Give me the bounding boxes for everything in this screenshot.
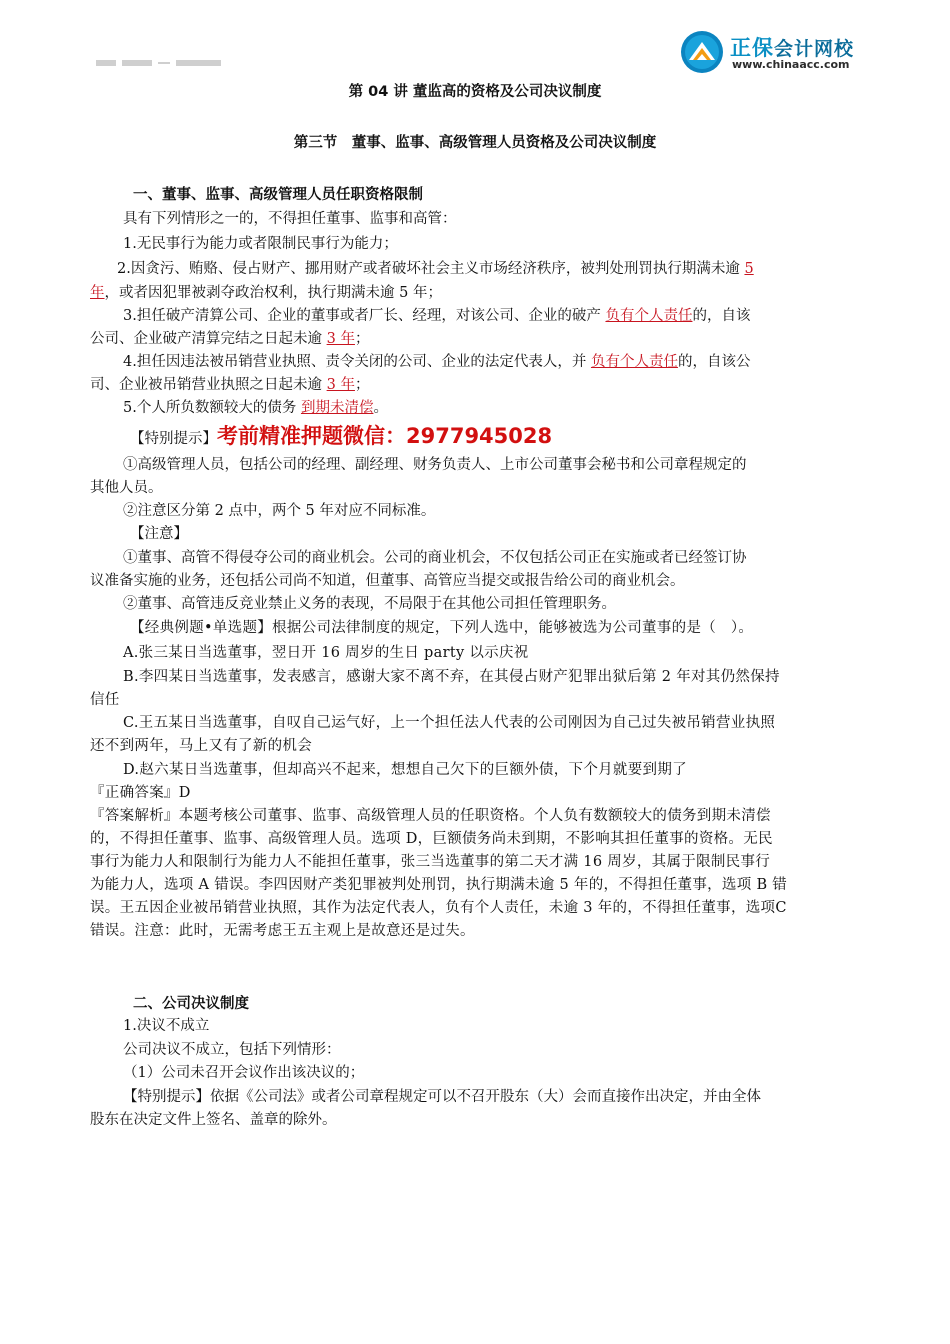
- item-5-highlight: 到期未清偿: [300, 400, 374, 416]
- chinaacc-logo[interactable]: [680, 30, 880, 76]
- item-4-text-d: ；: [354, 377, 370, 393]
- lecture-title: 第 04 讲 董监高的资格及公司决议制度: [348, 84, 602, 100]
- option-a: A.张三某日当选董事，翌日开 16 周岁的生日 party 以示庆祝: [123, 645, 529, 661]
- part2-sub2: 公司决议不成立，包括下列情形：: [123, 1042, 341, 1058]
- faint-header-text: [96, 58, 221, 68]
- explanation-line4: 为能力人，选项 A 错误。李四因财产类犯罪被判处刑罚，执行期满未逾 5 年的，不得担任董事，选项 B 错: [90, 877, 788, 893]
- explanation-line6: 错误。注意：此时，无需考虑王五主观上是故意还是过失。: [90, 923, 475, 939]
- logo-badge-icon: [680, 30, 724, 74]
- option-c-line1: C.王五某日当选董事，自叹自己运气好，上一个担任法人代表的公司刚因为自己过失被吊销营业执照: [123, 715, 776, 731]
- explanation-line2: 的，不得担任董事、监事、高级管理人员。选项 D，巨额债务尚未到期，不影响其担任董事的资格。无民: [90, 831, 773, 847]
- option-b-line1: B.李四某日当选董事，发表感言，感谢大家不离不弃，在其侵占财产犯罪出狱后第 2 年对其仍然保持: [123, 669, 780, 685]
- part2-sub1: 1.决议不成立: [123, 1018, 210, 1034]
- part2-heading: 二、公司决议制度: [133, 996, 249, 1012]
- item-4-line1: [123, 352, 750, 372]
- section-title: 第三节 董事、监事、高级管理人员资格及公司决议制度: [293, 135, 657, 151]
- option-d: D.赵六某日当选董事，但却高兴不起来，想想自己欠下的巨额外债，下个月就要到期了: [123, 762, 687, 778]
- item-4-highlight-years: 3 年: [326, 377, 355, 393]
- item-4-highlight: 负有个人责任: [590, 354, 678, 370]
- tip-1-line1: ①高级管理人员，包括公司的经理、副经理、财务负责人、上市公司董事会秘书和公司章程规定的: [123, 457, 747, 473]
- option-b-line2: 信任: [90, 692, 120, 708]
- logo-brand: 正保: [730, 36, 774, 60]
- part2-tip-line1: 【特别提示】依据《公司法》或者公司章程规定可以不召开股东（大）会而直接作出决定，并由全体: [123, 1089, 761, 1105]
- item-3-line1: [123, 306, 750, 326]
- special-tip: [130, 426, 552, 449]
- special-tip-label: 【特别提示】: [130, 431, 217, 447]
- item-3-text-c: 公司、企业破产清算完结之日起未逾: [90, 331, 322, 347]
- special-tip-promo: 考前精准押题微信：2977945028: [217, 424, 553, 448]
- logo-url: www.chinaacc.com: [732, 58, 850, 71]
- part1-heading: 一、董事、监事、高级管理人员任职资格限制: [133, 187, 423, 203]
- item-2-line1: [117, 259, 754, 279]
- tip-2: ②注意区分第 2 点中，两个 5 年对应不同标准。: [123, 503, 436, 519]
- item-3-line2: [90, 329, 369, 349]
- item-2-highlight-year: 年: [90, 285, 105, 301]
- tip-1-line2: 其他人员。: [90, 480, 163, 496]
- logo-sub: 会计网校: [774, 38, 855, 60]
- part2-tip-line2: 股东在决定文件上签名、盖章的除外。: [90, 1112, 337, 1128]
- item-4-text: 4.担任因违法被吊销营业执照、责令关闭的公司、企业的法定代表人，并: [123, 354, 587, 370]
- note-1-line2: 议准备实施的业务，还包括公司尚不知道，但董事、高管应当提交或报告给公司的商业机会。: [90, 573, 685, 589]
- note-1-line1: ①董事、高管不得侵夺公司的商业机会。公司的商业机会，不仅包括公司正在实施或者已经签订协: [123, 550, 747, 566]
- note-label: 【注意】: [130, 526, 188, 542]
- note-2: ②董事、高管违反竞业禁止义务的表现，不局限于在其他公司担任管理职务。: [123, 596, 616, 612]
- item-3-text-b: 的，自该: [692, 308, 751, 324]
- item-3-highlight: 负有个人责任: [605, 308, 693, 324]
- item-2-line2: [90, 283, 442, 303]
- option-c-line2: 还不到两年，马上又有了新的机会: [90, 738, 312, 754]
- item-5: [123, 398, 388, 418]
- item-3-text-d: ；: [354, 331, 370, 347]
- explanation-line1: 『答案解析』本题考核公司董事、监事、高级管理人员的任职资格。个人负有数额较大的债务到期未清偿: [90, 808, 771, 824]
- item-2-highlight: 5: [744, 261, 754, 277]
- item-3-highlight-years: 3 年: [326, 331, 355, 347]
- item-3-text: 3.担任破产清算公司、企业的董事或者厂长、经理，对该公司、企业的破产: [123, 308, 601, 324]
- item-4-text-b: 的，自该公: [677, 354, 751, 370]
- part2-sub3: （1）公司未召开会议作出该决议的；: [123, 1065, 365, 1081]
- item-1: 1.无民事行为能力或者限制民事行为能力；: [123, 236, 398, 252]
- explanation-line3: 事行为能力人和限制行为能力人不能担任董事，张三当选董事的第二天才满 16 周岁，其属于限制民事行: [90, 854, 771, 870]
- example-question: 【经典例题•单选题】根据公司法律制度的规定，下列人选中，能够被选为公司董事的是（ ）。: [130, 620, 754, 636]
- item-5-text-b: 。: [373, 400, 388, 416]
- item-5-text: 5.个人所负数额较大的债务: [123, 400, 297, 416]
- correct-answer: 『正确答案』D: [90, 785, 191, 801]
- item-2-text-b: ，或者因犯罪被剥夺政治权利，执行期满未逾 5 年；: [104, 285, 442, 301]
- item-4-text-c: 司、企业被吊销营业执照之日起未逾: [90, 377, 322, 393]
- item-2-text: 2.因贪污、贿赂、侵占财产、挪用财产或者破坏社会主义市场经济秩序，被判处刑罚执行期满未逾: [117, 261, 740, 277]
- part1-intro: 具有下列情形之一的，不得担任董事、监事和高管：: [123, 211, 457, 227]
- explanation-line5: 误。王五因企业被吊销营业执照，其作为法定代表人，负有个人责任，未逾 3 年的，不得担任董事，选项C: [90, 900, 787, 916]
- item-4-line2: [90, 375, 369, 395]
